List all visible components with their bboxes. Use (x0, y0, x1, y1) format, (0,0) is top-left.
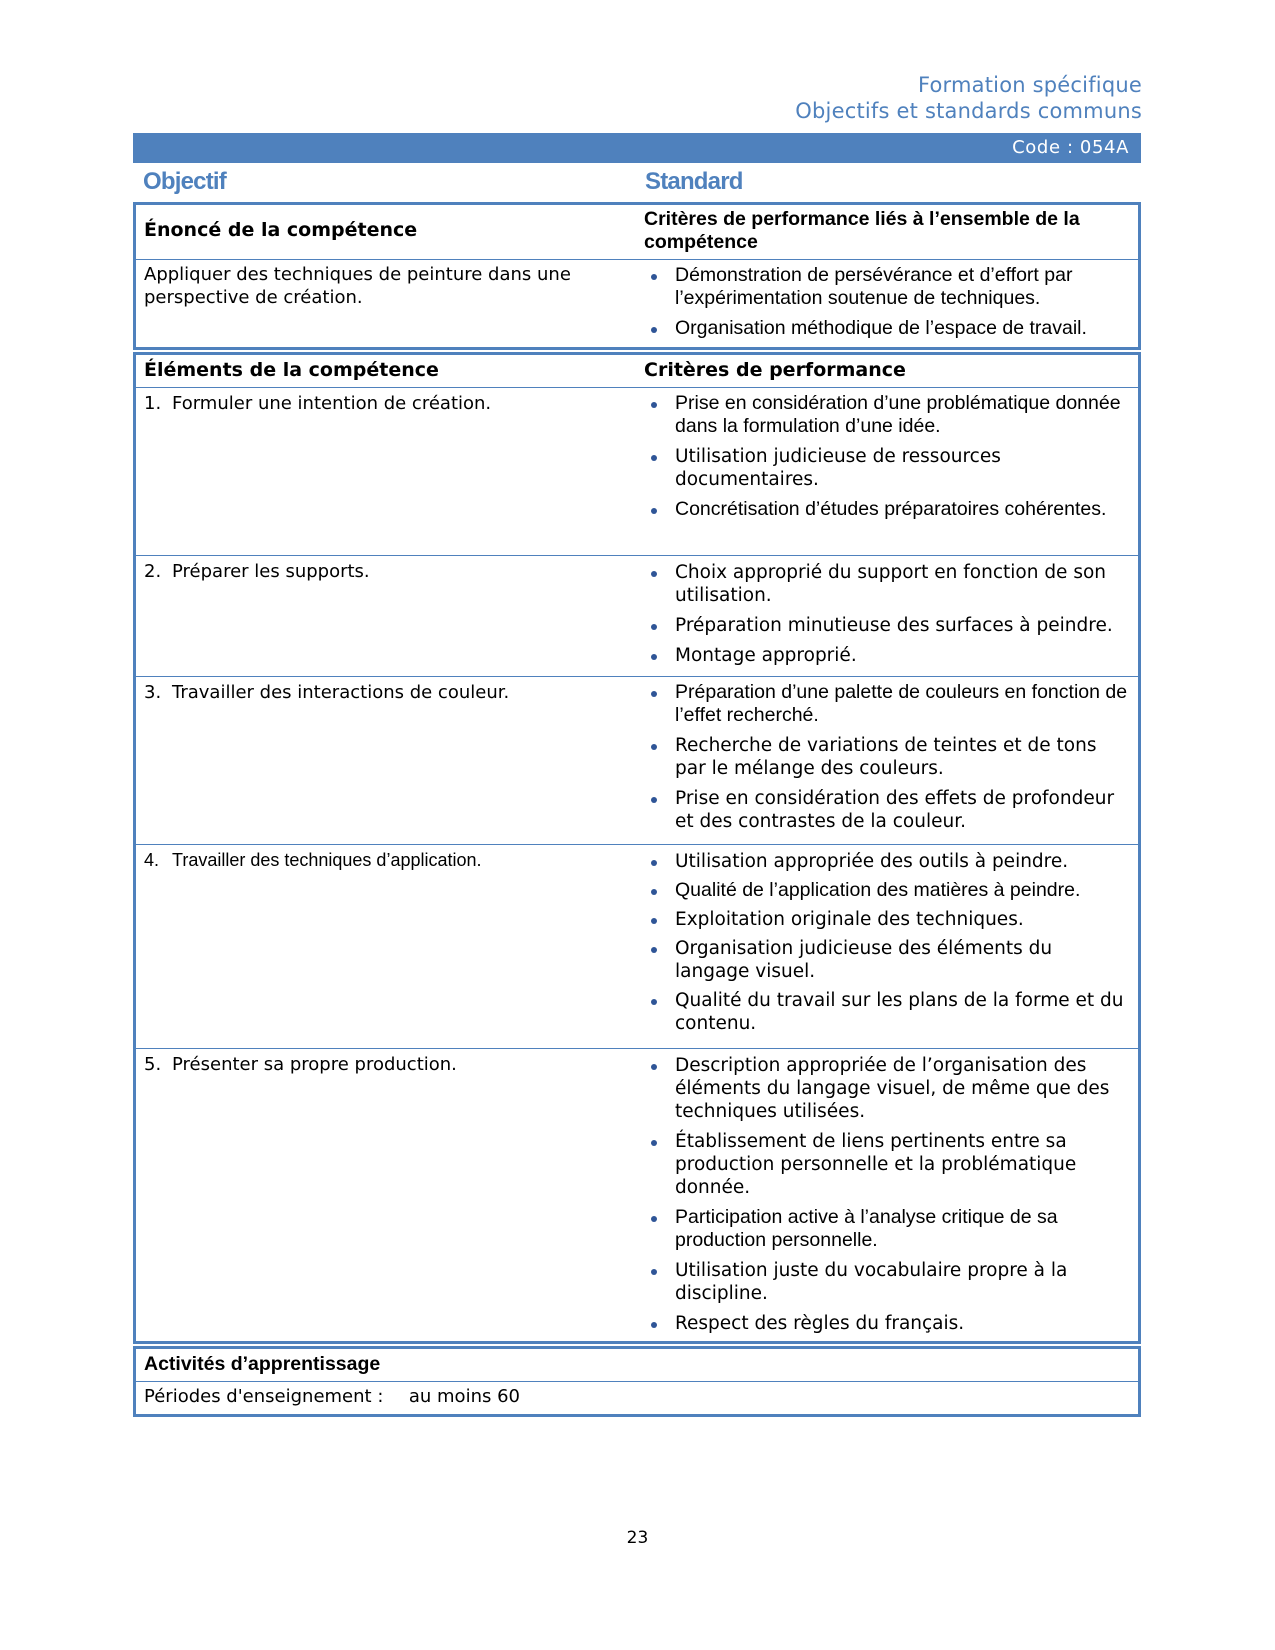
periods-value: au moins 60 (408, 1386, 520, 1407)
activities-header-row (136, 1349, 1138, 1382)
criterion-item: Utilisation juste du vocabulaire propre à la discipline. (644, 1259, 1130, 1305)
criterion-item: Recherche de variations de teintes et de tons par le mélange des couleurs. (644, 734, 1130, 780)
enonce-header-row (136, 205, 1138, 260)
criterion-item: Qualité de l’application des matières à peindre. (644, 879, 1130, 902)
criterion-item: Organisation judicieuse des éléments du langage visuel. (644, 937, 1130, 983)
element-number: 1. (144, 393, 162, 414)
element-row-5 (136, 1049, 1138, 1346)
criterion-item: Utilisation appropriée des outils à peindre. (644, 850, 1130, 873)
elements-table (133, 352, 1141, 1344)
criterion-item: Prise en considération d’une problématique donnée dans la formulation d’une idée. (644, 392, 1130, 438)
header-line-1: Formation spécifique (917, 73, 1142, 97)
activities-body-row (136, 1382, 1138, 1412)
criterion-item: Description appropriée de l’organisation des éléments du langage visuel, de même que des techniques utilisées. (644, 1054, 1130, 1123)
criteria-list (644, 681, 1130, 833)
element-label: Formuler une intention de création. (172, 393, 492, 414)
criteria-list (644, 1054, 1130, 1335)
criterion-item: Utilisation judicieuse de ressources documentaires. (644, 445, 1130, 491)
page-header (795, 72, 1142, 124)
global-criteria-list (644, 264, 1130, 340)
performance-header: Critères de performance (644, 359, 906, 381)
element-row-4 (136, 845, 1138, 1049)
activities-header: Activités d’apprentissage (144, 1353, 381, 1375)
criterion-item: Participation active à l’analyse critique de sa production personnelle. (644, 1206, 1130, 1252)
criterion-item: Concrétisation d’études préparatoires cohérentes. (644, 498, 1130, 521)
course-code: Code : 054A (1012, 137, 1129, 158)
criterion-item: Respect des règles du français. (644, 1312, 1130, 1335)
criterion-item: Montage approprié. (644, 644, 1130, 667)
element-label: Travailler des techniques d’application. (172, 850, 482, 870)
criterion-item: Démonstration de persévérance et d’effort par l’expérimentation soutenue de techniques. (644, 264, 1130, 310)
criterion-item: Établissement de liens pertinents entre sa production personnelle et la problématique donnée. (644, 1130, 1130, 1199)
element-row-2 (136, 556, 1138, 677)
element-row-3 (136, 677, 1138, 845)
enonce-table (133, 202, 1141, 350)
periods-label: Périodes d'enseignement : (144, 1386, 384, 1407)
elements-header-row (136, 355, 1138, 388)
criteria-global-header: Critères de performance liés à l’ensemble de la compétence (644, 208, 1080, 253)
standard-title: Standard (645, 168, 743, 195)
course-code-bar (133, 133, 1141, 163)
page-number: 23 (626, 1528, 649, 1548)
criterion-item: Préparation d’une palette de couleurs en fonction de l’effet recherché. (644, 681, 1130, 727)
criterion-item: Exploitation originale des techniques. (644, 908, 1130, 931)
criterion-item: Prise en considération des effets de profondeur et des contrastes de la couleur. (644, 787, 1130, 833)
element-label: Travailler des interactions de couleur. (172, 682, 510, 703)
criterion-item: Préparation minutieuse des surfaces à peindre. (644, 614, 1130, 637)
criterion-item: Organisation méthodique de l’espace de travail. (644, 317, 1130, 340)
elements-header: Éléments de la compétence (144, 359, 439, 381)
element-number: 2. (144, 561, 162, 582)
enonce-header: Énoncé de la compétence (144, 219, 418, 241)
column-titles (133, 164, 1141, 200)
competence-statement: Appliquer des techniques de peinture dans une perspective de création. (144, 264, 571, 308)
objectif-title: Objectif (143, 168, 226, 195)
criterion-item: Choix approprié du support en fonction de son utilisation. (644, 561, 1130, 607)
element-label: Présenter sa propre production. (172, 1054, 457, 1075)
header-line-2: Objectifs et standards communs (795, 99, 1142, 123)
element-number: 5. (144, 1054, 162, 1075)
criteria-list (644, 561, 1130, 667)
criterion-item: Qualité du travail sur les plans de la forme et du contenu. (644, 989, 1130, 1035)
element-row-1 (136, 388, 1138, 556)
criteria-list (644, 850, 1130, 1035)
activities-table (133, 1346, 1141, 1417)
element-number: 3. (144, 682, 162, 703)
element-number: 4. (144, 850, 160, 870)
enonce-body-row (136, 260, 1138, 351)
element-label: Préparer les supports. (172, 561, 370, 582)
criteria-list (644, 392, 1130, 521)
